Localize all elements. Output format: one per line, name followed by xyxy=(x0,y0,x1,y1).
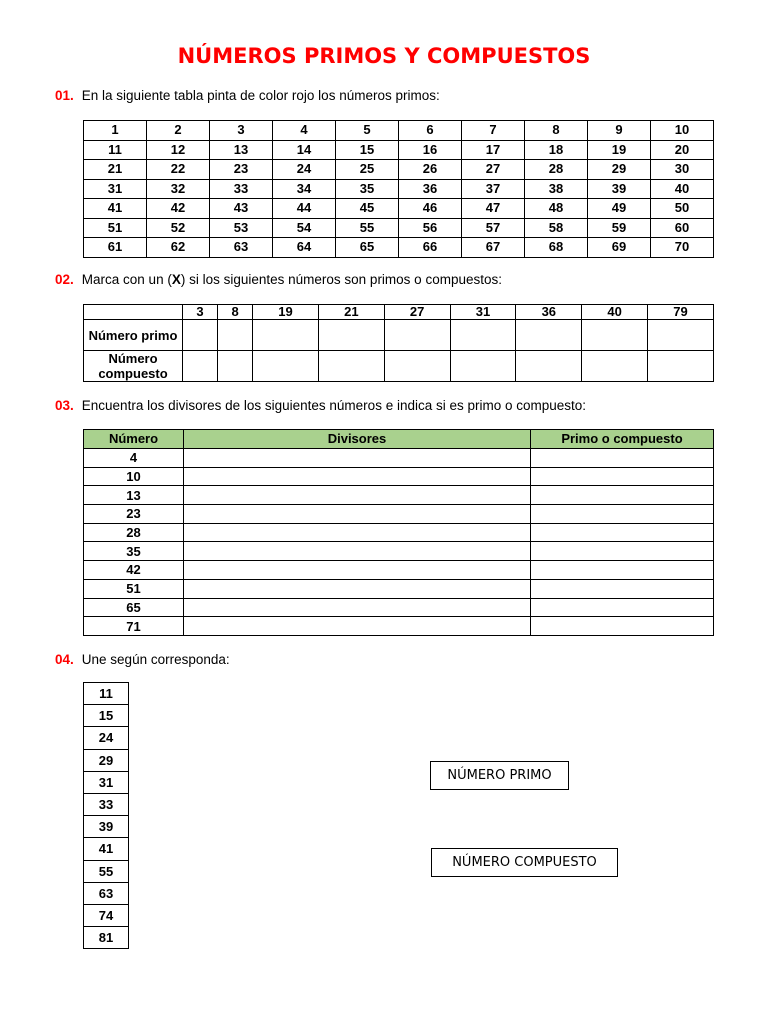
grid-cell: 21 xyxy=(84,160,147,180)
grid-cell: 36 xyxy=(399,179,462,199)
grid-cell: 27 xyxy=(462,160,525,180)
grid-cell: 11 xyxy=(84,140,147,160)
answer-cell xyxy=(218,351,253,382)
grid-cell: 29 xyxy=(588,160,651,180)
grid-cell: 54 xyxy=(273,218,336,238)
divisors-table xyxy=(83,429,714,636)
number-cell: 4 xyxy=(84,449,184,468)
table-row xyxy=(84,598,714,617)
grid-cell: 50 xyxy=(651,199,714,219)
number-cell: 51 xyxy=(84,579,184,598)
number-cell: 13 xyxy=(84,486,184,505)
grid-cell: 64 xyxy=(273,238,336,258)
join-number-cell: 15 xyxy=(84,705,129,727)
table-row xyxy=(84,617,714,636)
answer-cell xyxy=(516,351,582,382)
answer-cell xyxy=(253,351,319,382)
grid-cell: 52 xyxy=(147,218,210,238)
grid-cell: 28 xyxy=(525,160,588,180)
column-header: Número xyxy=(84,430,184,449)
table-row xyxy=(84,816,129,838)
join-number-cell: 74 xyxy=(84,904,129,926)
grid-cell: 6 xyxy=(399,121,462,141)
grid-cell: 23 xyxy=(210,160,273,180)
question-2 xyxy=(55,272,502,287)
number-cell: 71 xyxy=(84,617,184,636)
divisors-cell xyxy=(184,505,531,524)
table-row xyxy=(84,505,714,524)
question-text: En la siguiente tabla pinta de color rojo los números primos: xyxy=(81,88,440,103)
grid-cell: 4 xyxy=(273,121,336,141)
answer-cell xyxy=(253,320,319,351)
grid-cell: 69 xyxy=(588,238,651,258)
grid-cell: 9 xyxy=(588,121,651,141)
divisors-cell xyxy=(184,598,531,617)
grid-cell: 48 xyxy=(525,199,588,219)
table-row xyxy=(84,351,714,382)
join-number-cell: 41 xyxy=(84,838,129,860)
classification-cell xyxy=(531,617,714,636)
divisors-cell xyxy=(184,542,531,561)
column-header: Divisores xyxy=(184,430,531,449)
table-row xyxy=(84,218,714,238)
grid-cell: 51 xyxy=(84,218,147,238)
grid-cell: 12 xyxy=(147,140,210,160)
classification-cell xyxy=(531,467,714,486)
grid-cell: 22 xyxy=(147,160,210,180)
number-header: 31 xyxy=(450,305,516,320)
grid-cell: 19 xyxy=(588,140,651,160)
table-row xyxy=(84,749,129,771)
row-label: Número compuesto xyxy=(84,351,183,382)
number-header: 27 xyxy=(384,305,450,320)
grid-cell: 58 xyxy=(525,218,588,238)
join-number-cell: 63 xyxy=(84,882,129,904)
join-number-cell: 33 xyxy=(84,793,129,815)
prime-composite-mark-table xyxy=(83,304,714,382)
join-numbers-column xyxy=(83,682,129,949)
grid-cell: 8 xyxy=(525,121,588,141)
corner-cell xyxy=(84,305,183,320)
join-number-cell: 24 xyxy=(84,727,129,749)
answer-cell xyxy=(450,320,516,351)
answer-cell xyxy=(384,320,450,351)
number-cell: 65 xyxy=(84,598,184,617)
grid-cell: 3 xyxy=(210,121,273,141)
number-cell: 23 xyxy=(84,505,184,524)
classification-cell xyxy=(531,523,714,542)
grid-cell: 18 xyxy=(525,140,588,160)
numbers-grid xyxy=(83,120,714,258)
question-number: 02. xyxy=(55,272,74,287)
grid-cell: 61 xyxy=(84,238,147,258)
page-title: NÚMEROS PRIMOS Y COMPUESTOS xyxy=(177,44,591,68)
table-row xyxy=(84,904,129,926)
grid-cell: 31 xyxy=(84,179,147,199)
grid-cell: 57 xyxy=(462,218,525,238)
grid-cell: 47 xyxy=(462,199,525,219)
table-row xyxy=(84,860,129,882)
answer-cell xyxy=(183,351,218,382)
table-row xyxy=(84,523,714,542)
grid-cell: 2 xyxy=(147,121,210,141)
number-header: 19 xyxy=(253,305,319,320)
table-row xyxy=(84,561,714,580)
grid-cell: 26 xyxy=(399,160,462,180)
grid-cell: 65 xyxy=(336,238,399,258)
column-header: Primo o compuesto xyxy=(531,430,714,449)
divisors-cell xyxy=(184,617,531,636)
grid-cell: 7 xyxy=(462,121,525,141)
grid-cell: 25 xyxy=(336,160,399,180)
answer-cell xyxy=(648,320,714,351)
grid-cell: 43 xyxy=(210,199,273,219)
table-row xyxy=(84,179,714,199)
grid-cell: 17 xyxy=(462,140,525,160)
classification-cell xyxy=(531,598,714,617)
classification-cell xyxy=(531,449,714,468)
table-row xyxy=(84,238,714,258)
answer-cell xyxy=(582,320,648,351)
grid-cell: 39 xyxy=(588,179,651,199)
answer-cell xyxy=(318,351,384,382)
number-cell: 10 xyxy=(84,467,184,486)
question-1 xyxy=(55,88,440,103)
classification-cell xyxy=(531,486,714,505)
table-row xyxy=(84,199,714,219)
number-header: 21 xyxy=(318,305,384,320)
grid-cell: 14 xyxy=(273,140,336,160)
table-row xyxy=(84,727,129,749)
grid-cell: 13 xyxy=(210,140,273,160)
grid-cell: 56 xyxy=(399,218,462,238)
answer-cell xyxy=(648,351,714,382)
join-number-cell: 39 xyxy=(84,816,129,838)
divisors-cell xyxy=(184,467,531,486)
answer-cell xyxy=(450,351,516,382)
question-text: Marca con un ( xyxy=(81,272,172,287)
grid-cell: 68 xyxy=(525,238,588,258)
table-row xyxy=(84,467,714,486)
table-row xyxy=(84,771,129,793)
table-row xyxy=(84,838,129,860)
question-number: 01. xyxy=(55,88,74,103)
question-4 xyxy=(55,652,230,667)
grid-cell: 10 xyxy=(651,121,714,141)
table-row xyxy=(84,140,714,160)
table-row xyxy=(84,121,714,141)
divisors-cell xyxy=(184,523,531,542)
question-number: 03. xyxy=(55,398,74,413)
table-row xyxy=(84,793,129,815)
answer-cell xyxy=(384,351,450,382)
table-row xyxy=(84,305,714,320)
mark-symbol: X xyxy=(171,272,181,287)
grid-cell: 1 xyxy=(84,121,147,141)
grid-cell: 55 xyxy=(336,218,399,238)
grid-cell: 30 xyxy=(651,160,714,180)
divisors-cell xyxy=(184,579,531,598)
row-label: Número primo xyxy=(84,320,183,351)
table-row xyxy=(84,486,714,505)
grid-cell: 33 xyxy=(210,179,273,199)
table-row xyxy=(84,320,714,351)
grid-cell: 67 xyxy=(462,238,525,258)
join-number-cell: 29 xyxy=(84,749,129,771)
grid-cell: 66 xyxy=(399,238,462,258)
number-header: 79 xyxy=(648,305,714,320)
grid-cell: 37 xyxy=(462,179,525,199)
grid-cell: 60 xyxy=(651,218,714,238)
divisors-cell xyxy=(184,561,531,580)
table-row xyxy=(84,542,714,561)
grid-cell: 53 xyxy=(210,218,273,238)
table-row xyxy=(84,579,714,598)
grid-cell: 38 xyxy=(525,179,588,199)
answer-cell xyxy=(516,320,582,351)
join-number-cell: 81 xyxy=(84,927,129,949)
grid-cell: 59 xyxy=(588,218,651,238)
number-header: 3 xyxy=(183,305,218,320)
number-header: 40 xyxy=(582,305,648,320)
grid-cell: 5 xyxy=(336,121,399,141)
classification-cell xyxy=(531,579,714,598)
answer-cell xyxy=(218,320,253,351)
classification-cell xyxy=(531,542,714,561)
number-cell: 42 xyxy=(84,561,184,580)
grid-cell: 45 xyxy=(336,199,399,219)
question-number: 04. xyxy=(55,652,74,667)
grid-cell: 44 xyxy=(273,199,336,219)
classification-cell xyxy=(531,561,714,580)
composite-number-box: NÚMERO COMPUESTO xyxy=(431,848,618,877)
grid-cell: 34 xyxy=(273,179,336,199)
number-header: 36 xyxy=(516,305,582,320)
table-row xyxy=(84,927,129,949)
number-cell: 28 xyxy=(84,523,184,542)
prime-number-box: NÚMERO PRIMO xyxy=(430,761,569,790)
table-row xyxy=(84,160,714,180)
join-number-cell: 55 xyxy=(84,860,129,882)
grid-cell: 63 xyxy=(210,238,273,258)
grid-cell: 70 xyxy=(651,238,714,258)
table-row xyxy=(84,882,129,904)
answer-cell xyxy=(582,351,648,382)
question-text: Une según corresponda: xyxy=(81,652,230,667)
grid-cell: 46 xyxy=(399,199,462,219)
grid-cell: 16 xyxy=(399,140,462,160)
grid-cell: 42 xyxy=(147,199,210,219)
divisors-cell xyxy=(184,486,531,505)
grid-cell: 15 xyxy=(336,140,399,160)
grid-cell: 41 xyxy=(84,199,147,219)
question-3 xyxy=(55,398,586,413)
grid-cell: 49 xyxy=(588,199,651,219)
table-row xyxy=(84,683,129,705)
join-number-cell: 31 xyxy=(84,771,129,793)
number-header: 8 xyxy=(218,305,253,320)
table-row xyxy=(84,705,129,727)
question-text: Encuentra los divisores de los siguientes números e indica si es primo o compuesto: xyxy=(81,398,587,413)
grid-cell: 62 xyxy=(147,238,210,258)
divisors-cell xyxy=(184,449,531,468)
classification-cell xyxy=(531,505,714,524)
grid-cell: 20 xyxy=(651,140,714,160)
answer-cell xyxy=(318,320,384,351)
grid-cell: 32 xyxy=(147,179,210,199)
table-row xyxy=(84,449,714,468)
join-number-cell: 11 xyxy=(84,683,129,705)
answer-cell xyxy=(183,320,218,351)
number-cell: 35 xyxy=(84,542,184,561)
grid-cell: 40 xyxy=(651,179,714,199)
grid-cell: 35 xyxy=(336,179,399,199)
grid-cell: 24 xyxy=(273,160,336,180)
question-text: ) si los siguientes números son primos o compuestos: xyxy=(180,272,502,287)
